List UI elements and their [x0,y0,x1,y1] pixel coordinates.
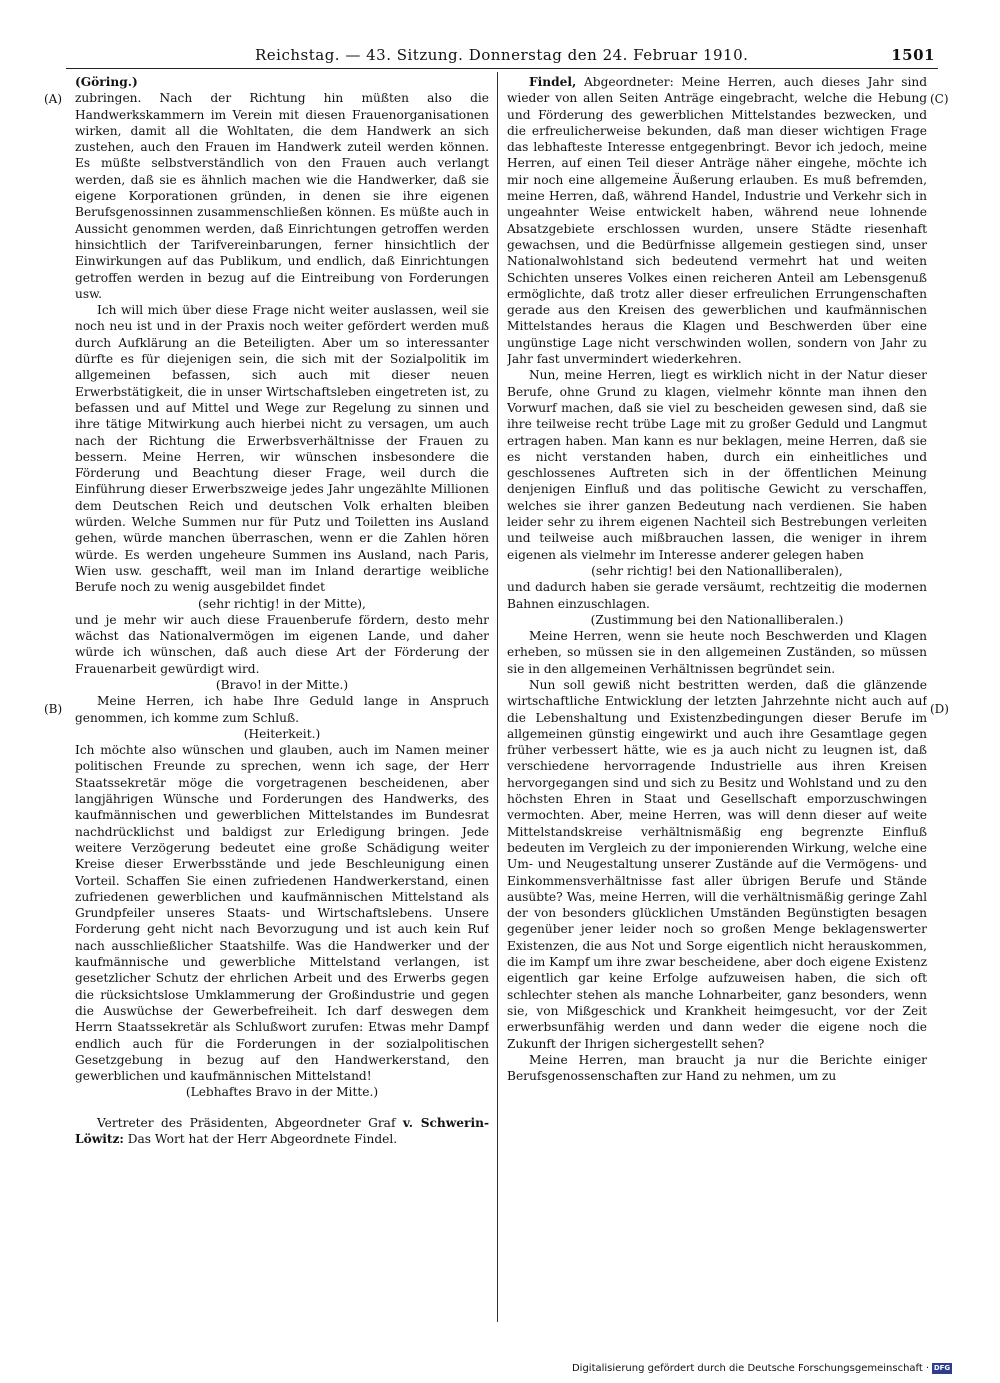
paragraph: Ich möchte also wünschen und glauben, auch im Namen meiner politischen Freunde zu sprechen, wenn ich sage, der Herr Staatssekretär möge die vorgetragenen bescheidenen, aber langjährigen Wünsche und Forderungen des Handwerks, des kaufmännischen und gewerblichen Mittelstandes im Bundesrat nachdrücklichst und baldigst zur Erledigung bringen. Jede weitere Verzögerung bedeutet eine große Schädigung weiter Kreise dieser Erwerbsstände und jede Beschleunigung einen Vorteil. Schaffen Sie einen zufriedenen Handwerkerstand, einen zufriedenen gewerblichen und kaufmännischen Mittelstand als Grundpfeiler unseres Staats- und Wirtschaftslebens. Unsere Forderung geht nicht nach Bevorzugung und ist auch kein Ruf nach ausschließlicher Staatshilfe. Was die Handwerker und der kaufmännische und gewerbliche Mittelstand verlangen, ist gesetzlicher Schutz der ehrlichen Arbeit und des Erwerbs gegen die rücksichtslose Umklammerung der Großindustrie und gegen die Auswüchse der Gewerbefreiheit. Ich darf deswegen dem Herrn Staatssekretär als Schlußwort zurufen: Etwas mehr Dampf endlich auch für die Forderungen in der sozialpolitischen Gesetzgebung in bezug auf den Handwerkerstand, den gewerblichen und kaufmännischen Mittelstand! [75,743,489,1084]
margin-mark-c: (C) [930,92,949,106]
interjection: (sehr richtig! bei den Nationalliberalen), [591,563,843,578]
president-text: Das Wort hat der Herr Abgeordnete Findel. [127,1132,398,1146]
margin-mark-d: (D) [930,702,949,716]
paragraph: Meine Herren, ich habe Ihre Geduld lange in Anspruch genommen, ich komme zum Schluß. [75,694,489,725]
header-rule [66,68,938,69]
speech-start [507,74,927,367]
dfg-logo-icon: DFG [933,1364,951,1372]
interjection: (Heiterkeit.) [243,726,321,741]
left-column [75,74,489,1324]
interjection: (Lebhaftes Bravo in der Mitte.) [185,1085,379,1100]
margin-mark-a: (A) [44,92,63,106]
interjection: (sehr richtig! in der Mitte), [198,596,366,611]
right-column [507,74,927,1324]
margin-mark-b: (B) [44,702,63,716]
footer-text: Digitalisierung gefördert durch die Deutsche Forschungsgemeinschaft [571,1363,923,1374]
paragraph: Nun soll gewiß nicht bestritten werden, daß die glänzende wirtschaftliche Entwicklung der letzten Jahrzehnte nicht auch auf die Lebenshaltung und Existenzbedingungen dieser Berufe im allgemeinen günstig eingewirkt und auch ihre Gesamtlage gegen früher verbessert hätte, wie es ja auch nicht zu leugnen ist, daß verschiedene hervorragende Industrielle aus ihren Kreisen hervorgegangen sind und sich zu Besitz und Wohlstand und zu den höchsten Ehren in Staat und Gesellschaft emporzuschwingen vermochten. Aber, meine Herren, was will denn dieser auf weite Mittelstandskreise verhältnismäßig eng begrenzte Einfluß bedeuten im Vergleich zu der imponierenden Wirkung, welche eine Um- und Neugestaltung unserer Zustände auf die Vermögens- und Einkommensverhältnisse fast aller übrigen Berufe und Stände ausübte? Was, meine Herren, will die verhältnismäßig geringe Zahl der von besonders glücklichen Umständen Begünstigten besagen gegenüber jener leider noch so großen Menge beklagenswerter Existenzen, die aus Not und Sorge eigentlich nicht herauskommen, die im Kampf um ihre zwar bescheidene, aber doch eigene Existenz eigentlich gar keine Erfolge aufzuweisen haben, die sich oft schlechter stehen als manche Lohnarbeiter, ganz besonders, wenn sie, von Mißgeschick und Krankheit heimgesucht, vor der Zeit erwerbsunfähig werden und dann weder die eigene noch die Zukunft der Ihrigen sichergestellt sehen? [507,677,927,1051]
paragraph: Ich will mich über diese Frage nicht weiter auslassen, weil sie noch neu ist und in der Praxis noch weiter gefördert werden muß durch Aufklärung an die Beteiligten. Aber um so interessanter dürfte es für diejenigen sein, die sich mit der Sozialpolitik im allgemeinen befassen, sich auch mit dieser neuen Erwerbstätigkeit, die in unser Wirtschaftsleben eingetreten ist, zu befassen und auf Mittel und Wege zur Regelung zu sinnen und ihre tätige Mitwirkung auch hierbei nicht zu versagen, um auch nach der Richtung die Erwerbsverhältnisse der Frauen zu bessern. Meine Herren, wir wünschen insbesondere die Förderung und Beachtung dieser Frage, weil durch die Einführung dieser Erwerbszweige jedes Jahr ungezählte Millionen dem Deutschen Reich und deutschen Volk erhalten bleiben würden. Welche Summen nur für Putz und Toiletten ins Ausland gehen, würde manchen überraschen, wenn er die Zahlen hören würde. Es werden ungeheure Summen ins Ausland, nach Paris, Wien usw. geschafft, weil man im Inland derartige weibliche Berufe noch zu wenig ausgebildet findet [75,303,489,595]
paragraph: Meine Herren, wenn sie heute noch Beschwerden und Klagen erheben, so müssen sie in den allgemeinen Zuständen, so müssen sie in den allgemeinen Verhältnissen begründet sein. [507,629,927,676]
footer-separator: · [925,1363,929,1374]
digitization-footer [572,1363,952,1374]
paragraph: und je mehr wir auch diese Frauenberufe fördern, desto mehr wächst das Nationalvermögen im eigenen Lande, und daher würde ich wünschen, daß auch diese Art der Förderung der Frauenarbeit gewürdigt wird. [75,612,489,676]
paragraph: Nun, meine Herren, liegt es wirklich nicht in der Natur dieser Berufe, ohne Grund zu klagen, vielmehr könnte man ihnen den Vorwurf machen, daß sie viel zu bescheiden gewesen sind, daß sie ihre teilweise recht trübe Lage mit zu großer Geduld und Langmut ertragen haben. Man kann es nur beklagen, meine Herren, daß sie es nicht verstanden haben, durch ein einheitliches und geschlossenes Auftreten sich in der öffentlichen Meinung denjenigen Einfluß und das politische Gewicht zu verschaffen, welches sie ihrer ganzen Bedeutung nach verdienen. Sie haben leider sehr zu ihrem eigenen Nachteil sich Bestrebungen verleiten und teilweise auch mißbrauchen lassen, die weniger in ihrem eigenen als vielmehr im Interesse anderer gelegen haben [507,368,927,562]
speaker-continued: (Göring.) [75,75,138,89]
paragraph: Meine Herren, man braucht ja nur die Berichte einiger Berufsgenossenschaften zur Hand zu nehmen, um zu [507,1052,927,1084]
running-title: Reichstag. — 43. Sitzung. Donnerstag den 24. Februar 1910. [255,46,749,64]
president-name: v. Schwerin-Löwitz: [75,1115,489,1146]
page-number: 1501 [891,46,935,64]
paragraph: zubringen. Nach der Richtung hin müßten also die Handwerkskammern im Verein mit diesen Frauenorganisationen wirken, damit all die Wohltaten, die dem Handwerk an sich zustehen, auch den Frauen im Handwerk zuteil werden können. Es müßte selbstverständlich von den Frauen auch verlangt werden, daß sie es ähnlich machen wie die Handwerker, daß sie eigene Korporationen gründen, in denen sie ihre eigenen Berufsgenossinnen zusammenschließen können. Es müßte auch in Aussicht genommen werden, daß Einrichtungen getroffen werden hinsichtlich der Tarifvereinbarungen, ferner hinsichtlich der Einwirkungen auf das Publikum, und endlich, daß Einrichtungen getroffen werden in bezug auf die Eintreibung von Forderungen usw. [75,91,489,301]
column-divider [497,72,498,1322]
page-header [75,46,935,68]
speaker-name: Findel, [529,75,577,89]
paragraph: und dadurch haben sie gerade versäumt, rechtzeitig die modernen Bahnen einzuschlagen. [507,580,927,611]
interjection: (Zustimmung bei den Nationalliberalen.) [590,612,844,627]
interjection: (Bravo! in der Mitte.) [215,677,349,692]
president-statement [75,1115,489,1148]
paragraph: Abgeordneter: Meine Herren, auch dieses Jahr sind wieder von allen Seiten Anträge eingebracht, welche die Hebung und Förderung des gewerblichen Mittelstandes bezwecken, und die erfreulicherweise bekunden, daß man dieser wichtigen Frage das lebhafteste Interesse entgegenbringt. Bevor ich jedoch, meine Herren, auf einen Teil dieser Anträge näher eingehe, möchte ich mir noch eine allgemeine Äußerung erlauben. Es muß befremden, meine Herren, daß, während Handel, Industrie und Verkehr sich in ungeahnter Weise entwickelt haben, während neue lohnende Absatzgebiete erschlossen wurden, unsere Städte riesenhaft gewachsen, und die Bedürfnisse allgemein gestiegen sind, unser Nationalwohlstand sich bedeutend vermehrt hat und weiten Schichten unseres Volkes einen reicheren Anteil am Lebensgenuß ermöglichte, daß trotz aller dieser erfreulichen Errungenschaften gerade aus den Kreisen des gewerblichen und kaufmännischen Mittelstandes heraus die Klagen und Beschwerden über eine ungünstige Lage nicht verschwinden wollen, sondern von Jahr zu Jahr fast unvermindert wiederkehren. [507,75,927,367]
president-intro: Vertreter des Präsidenten, Abgeordneter Graf [97,1115,396,1130]
